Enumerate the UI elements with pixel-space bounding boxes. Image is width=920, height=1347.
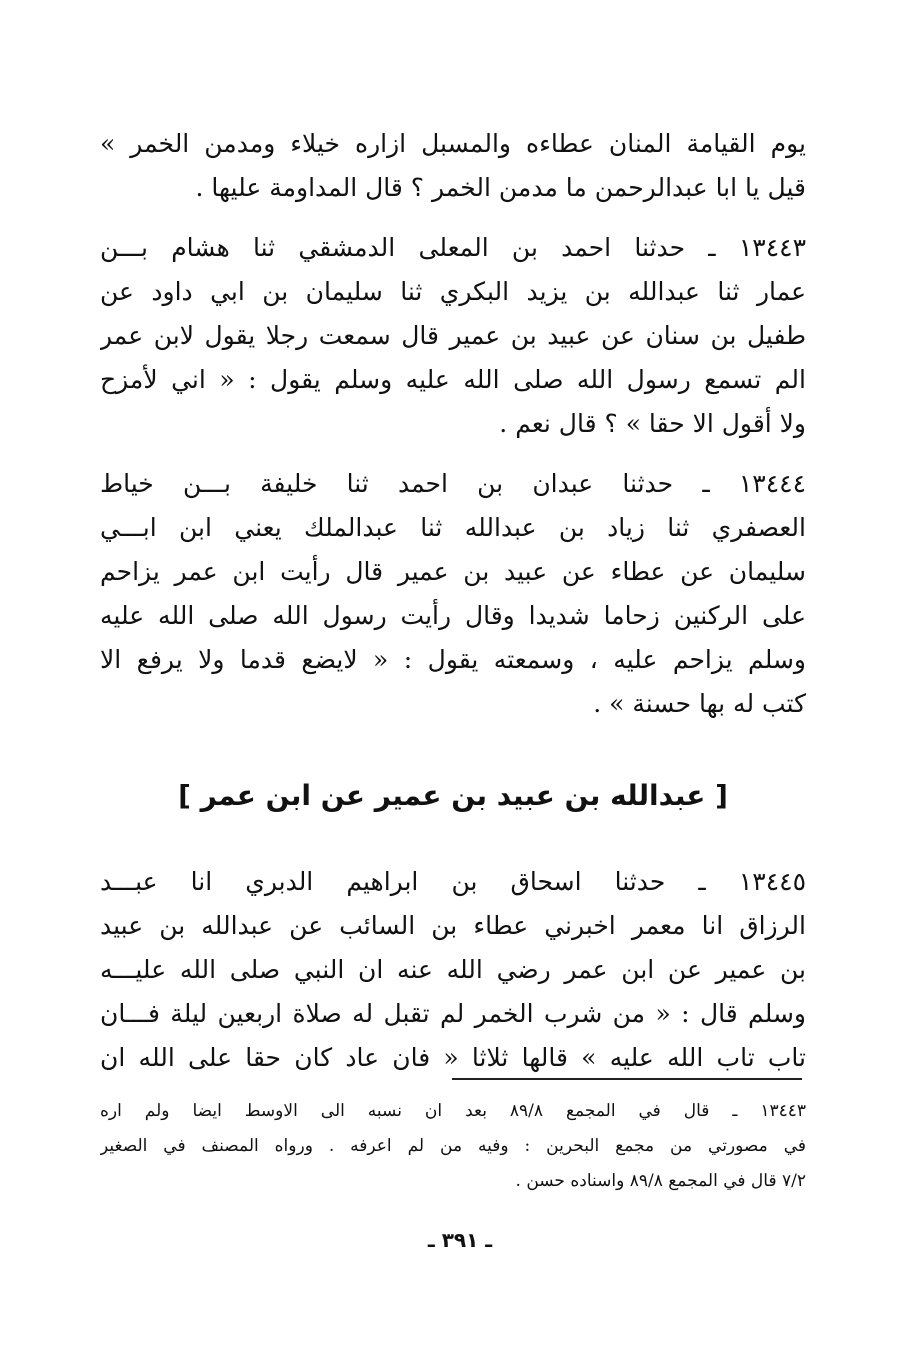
section-heading: [ عبدالله بن عبيد بن عمير عن ابن عمر ]: [178, 779, 728, 812]
hadith-13444: [100, 462, 806, 726]
text-line: عمار ثنا عبدالله بن يزيد البكري ثنا سليمان بن ابي داود عن: [100, 277, 806, 306]
footnote-line: ٧/٢ قال في المجمع ٨٩/٨ واسناده حسن .: [515, 1171, 806, 1191]
continuation-paragraph: [100, 122, 806, 210]
footnote-line: ١٣٤٤٣ ـ قال في المجمع ٨٩/٨ بعد ان نسبه الى الاوسط ايضا ولم اره: [100, 1101, 806, 1121]
page-number: ـ ٣٩١ ـ: [427, 1228, 493, 1252]
text-line: ولا أقول الا حقا » ؟ قال نعم .: [499, 409, 806, 438]
footnotes: [100, 1094, 806, 1199]
text-line: يوم القيامة المنان عطاءه والمسبل ازاره خيلاء ومدمن الخمر »: [100, 129, 806, 158]
text-line: الرزاق انا معمر اخبرني عطاء بن السائب عن عبدالله بن عبيد: [100, 911, 806, 940]
text-line: قيل يا ابا عبدالرحمن ما مدمن الخمر ؟ قال المداومة عليها .: [195, 173, 806, 202]
text-line: تاب تاب الله عليه » قالها ثلاثا « فان عاد كان حقا على الله ان: [100, 1043, 806, 1072]
text-line: طفيل بن سنان عن عبيد بن عمير قال سمعت رجلا يقول لابن عمر: [100, 321, 806, 350]
hadith-13443: [100, 226, 806, 446]
text-line: على الركنين زحاما شديدا وقال رأيت رسول الله صلى الله عليه: [100, 601, 806, 630]
footnote-line: في مصورتي من مجمع البحرين : وفيه من لم اعرفه . ورواه المصنف في الصغير: [100, 1136, 806, 1156]
text-line: الم تسمع رسول الله صلى الله عليه وسلم يقول : « اني لأمزح: [100, 365, 806, 394]
text-line: ١٣٤٤٣ ـ حدثنا احمد بن المعلى الدمشقي ثنا هشام بـــن: [100, 233, 806, 262]
text-line: كتب له بها حسنة » .: [593, 689, 806, 718]
text-line: العصفري ثنا زياد بن عبدالله ثنا عبدالملك يعني ابن ابـــي: [100, 513, 806, 542]
text-line: بن عمير عن ابن عمر رضي الله عنه ان النبي صلى الله عليـــه: [100, 955, 806, 984]
text-line: ١٣٤٤٥ ـ حدثنا اسحاق بن ابراهيم الدبري انا عبـــد: [100, 867, 806, 896]
text-line: ١٣٤٤٤ ـ حدثنا عبدان بن احمد ثنا خليفة بـــن خياط: [100, 469, 806, 498]
hadith-13445: [100, 860, 806, 1080]
text-line: وسلم يزاحم عليه ، وسمعته يقول : « لايضع قدما ولا يرفع الا: [100, 645, 806, 674]
footnote-divider: [452, 1078, 802, 1080]
text-line: سليمان عن عطاء عن عبيد بن عمير قال رأيت ابن عمر يزاحم: [100, 557, 806, 586]
text-line: وسلم قال : « من شرب الخمر لم تقبل له صلاة اربعين ليلة فـــان: [100, 999, 806, 1028]
